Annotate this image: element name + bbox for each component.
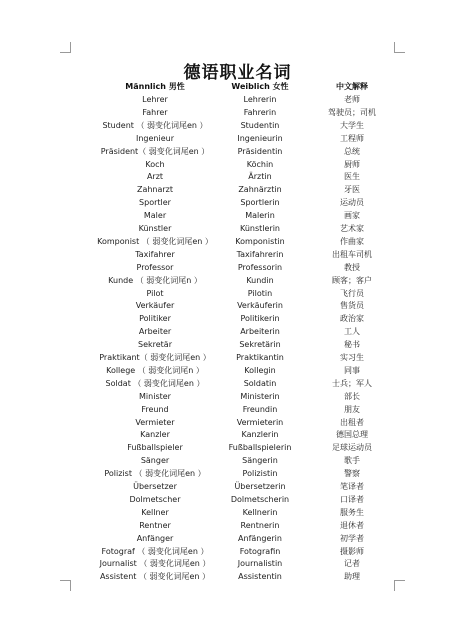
chinese-meaning: 口译者	[340, 494, 364, 504]
male-form: Fotograf （ 弱变化词尾en ）	[101, 546, 209, 556]
table-row	[0, 93, 475, 106]
table-row	[0, 325, 475, 338]
male-form: Komponist （ 弱变化词尾en ）	[97, 236, 213, 246]
female-form: Freundin	[242, 404, 278, 414]
chinese-meaning: 政治家	[340, 314, 364, 324]
table-row	[0, 364, 475, 377]
chinese-meaning: 退休者	[340, 520, 364, 530]
table-row	[0, 222, 475, 235]
table-row	[0, 480, 475, 493]
female-form: Taxifahrerin	[236, 249, 284, 259]
female-form: Kundin	[246, 275, 274, 285]
chinese-meaning: 老师	[344, 95, 360, 104]
female-form: Ingenieurin	[237, 133, 283, 143]
female-form: Künstlerin	[239, 224, 281, 233]
table-row	[0, 428, 475, 441]
header-male: Männlich 男性	[125, 82, 185, 91]
female-form: Anfängerin	[238, 533, 282, 543]
female-form: Studentin	[240, 120, 280, 130]
chinese-meaning: 笔译者	[340, 482, 364, 491]
female-form: Fotografin	[239, 546, 281, 556]
male-form: Pilot	[146, 288, 164, 298]
male-form: Freund	[141, 404, 169, 414]
table-row	[0, 390, 475, 403]
male-form: Dolmetscher	[129, 494, 181, 504]
chinese-meaning: 飞行员	[340, 288, 364, 298]
male-form: Maler	[143, 211, 167, 221]
male-form: Journalist （ 弱变化词尾en ）	[99, 559, 211, 569]
table-row	[0, 196, 475, 209]
female-form: Ministerin	[240, 391, 280, 401]
male-form: Zahnarzt	[136, 185, 174, 195]
table-row	[0, 377, 475, 390]
female-form: Pilotin	[247, 288, 273, 298]
table-row	[0, 248, 475, 261]
female-form: Verkäuferin	[237, 301, 283, 311]
table-row	[0, 416, 475, 429]
table-row	[0, 532, 475, 545]
male-form: Soldat （ 弱变化词尾en ）	[105, 378, 205, 388]
page-title: 德语职业名词	[183, 63, 292, 83]
female-form: Übersetzerin	[234, 482, 286, 491]
female-form: Professorin	[237, 262, 283, 272]
male-form: Kunde （ 弱变化词尾n ）	[108, 275, 202, 285]
chinese-meaning: 助理	[344, 572, 360, 582]
chinese-meaning: 作曲家	[340, 236, 364, 246]
male-form: Kollege （ 弱变化词尾n ）	[106, 365, 204, 375]
female-form: Assistentin	[238, 572, 282, 582]
table-row	[0, 454, 475, 467]
table-row	[0, 209, 475, 222]
chinese-meaning: 运动员	[340, 198, 364, 208]
male-form: Ingenieur	[135, 133, 174, 143]
table-row	[0, 403, 475, 416]
female-form: Arbeiterin	[240, 327, 280, 337]
chinese-meaning: 部长	[344, 391, 360, 401]
table-header	[0, 80, 475, 93]
table-row	[0, 119, 475, 132]
chinese-meaning: 总统	[344, 146, 360, 156]
chinese-meaning: 驾驶员；司机	[328, 107, 376, 117]
male-form: Rentner	[139, 520, 171, 530]
chinese-meaning: 服务生	[340, 507, 364, 517]
female-form: Praktikantin	[236, 353, 284, 362]
male-form: Professor	[136, 262, 174, 272]
male-form: Praktikant（ 弱变化词尾en ）	[99, 353, 211, 362]
male-form: Übersetzer	[133, 482, 177, 491]
table-row	[0, 158, 475, 171]
table-row	[0, 312, 475, 325]
chinese-meaning: 足球运动员	[332, 443, 372, 453]
female-form: Malerin	[245, 211, 275, 221]
table-row	[0, 467, 475, 480]
female-form: Journalistin	[237, 559, 283, 569]
header-female: Weiblich 女性	[231, 82, 289, 91]
chinese-meaning: 出租者	[340, 417, 364, 427]
table-row	[0, 557, 475, 570]
chinese-meaning: 医生	[344, 172, 360, 182]
chinese-meaning: 士兵；军人	[332, 378, 372, 388]
chinese-meaning: 牙医	[344, 185, 360, 195]
female-form: Lehrerin	[243, 95, 277, 104]
male-form: Fußballspieler	[127, 443, 183, 453]
chinese-meaning: 画家	[344, 211, 360, 221]
chinese-meaning: 德国总理	[336, 430, 368, 440]
female-form: Sängerin	[242, 456, 278, 466]
header-chinese: 中文解释	[336, 82, 368, 91]
table-row	[0, 493, 475, 506]
table-row	[0, 351, 475, 364]
female-form: Fußballspielerin	[228, 443, 292, 453]
female-form: Fahrerin	[243, 107, 277, 117]
male-form: Anfänger	[136, 533, 174, 543]
female-form: Politikerin	[240, 314, 280, 324]
table-row	[0, 441, 475, 454]
chinese-meaning: 实习生	[340, 353, 364, 362]
female-form: Sportlerin	[240, 198, 280, 208]
male-form: Arzt	[146, 172, 164, 182]
table-row	[0, 287, 475, 300]
chinese-meaning: 同事	[344, 365, 360, 375]
male-form: Kellner	[141, 507, 169, 517]
chinese-meaning: 厨师	[344, 159, 360, 169]
male-form: Kanzler	[140, 430, 170, 440]
female-form: Komponistin	[235, 236, 285, 246]
female-form: Rentnerin	[240, 520, 280, 530]
female-form: Zahnärztin	[238, 185, 282, 195]
male-form: Polizist （ 弱变化词尾en ）	[104, 469, 206, 479]
male-form: Student （ 弱变化词尾en ）	[102, 120, 208, 130]
table-row	[0, 170, 475, 183]
crop-mark-top-left	[60, 42, 71, 53]
table-row	[0, 235, 475, 248]
chinese-meaning: 出租车司机	[332, 249, 372, 259]
table-row	[0, 299, 475, 312]
chinese-meaning: 摄影师	[340, 546, 364, 556]
male-form: Arbeiter	[138, 327, 172, 337]
table-row	[0, 132, 475, 145]
male-form: Koch	[145, 159, 165, 169]
table-row	[0, 506, 475, 519]
chinese-meaning: 顾客；客户	[332, 275, 372, 285]
table-row	[0, 183, 475, 196]
male-form: Präsident（ 弱变化词尾en ）	[100, 146, 210, 156]
chinese-meaning: 工程师	[340, 133, 364, 143]
female-form: Köchin	[246, 159, 274, 169]
chinese-meaning: 初学者	[340, 533, 364, 543]
female-form: Kanzlerin	[241, 430, 279, 440]
chinese-meaning: 秘书	[344, 340, 360, 350]
male-form: Sänger	[140, 456, 170, 466]
female-form: Polizistin	[242, 469, 278, 479]
table-row	[0, 570, 475, 583]
chinese-meaning: 警察	[344, 469, 360, 479]
table-row	[0, 338, 475, 351]
table-row	[0, 261, 475, 274]
chinese-meaning: 艺术家	[340, 224, 364, 233]
crop-mark-top-right	[394, 42, 405, 53]
female-form: Kollegin	[244, 365, 276, 375]
female-form: Kellnerin	[242, 507, 278, 517]
table-row	[0, 519, 475, 532]
male-form: Taxifahrer	[135, 249, 175, 259]
chinese-meaning: 售货员	[340, 301, 364, 311]
chinese-meaning: 教授	[344, 262, 360, 272]
chinese-meaning: 记者	[344, 559, 360, 569]
female-form: Dolmetscherin	[230, 494, 290, 504]
male-form: Politiker	[139, 314, 171, 324]
chinese-meaning: 歌手	[344, 456, 360, 466]
male-form: Minister	[139, 391, 171, 401]
female-form: Vermieterin	[236, 417, 284, 427]
table-row	[0, 274, 475, 287]
male-form: Sportler	[139, 198, 171, 208]
table-row	[0, 106, 475, 119]
female-form: Ärztin	[248, 172, 272, 182]
female-form: Soldatin	[243, 378, 277, 388]
male-form: Verkäufer	[135, 301, 175, 311]
male-form: Assistent （ 弱变化词尾en ）	[99, 572, 211, 582]
chinese-meaning: 大学生	[340, 120, 364, 130]
table-row	[0, 145, 475, 158]
chinese-meaning: 朋友	[344, 404, 360, 414]
female-form: Sekretärin	[239, 340, 281, 350]
male-form: Sekretär	[138, 340, 172, 350]
male-form: Lehrer	[142, 95, 168, 104]
male-form: Fahrer	[142, 107, 168, 117]
table-row	[0, 545, 475, 558]
female-form: Präsidentin	[237, 146, 283, 156]
vocabulary-table	[0, 93, 475, 583]
male-form: Vermieter	[135, 417, 175, 427]
chinese-meaning: 工人	[344, 327, 360, 337]
male-form: Künstler	[138, 224, 172, 233]
